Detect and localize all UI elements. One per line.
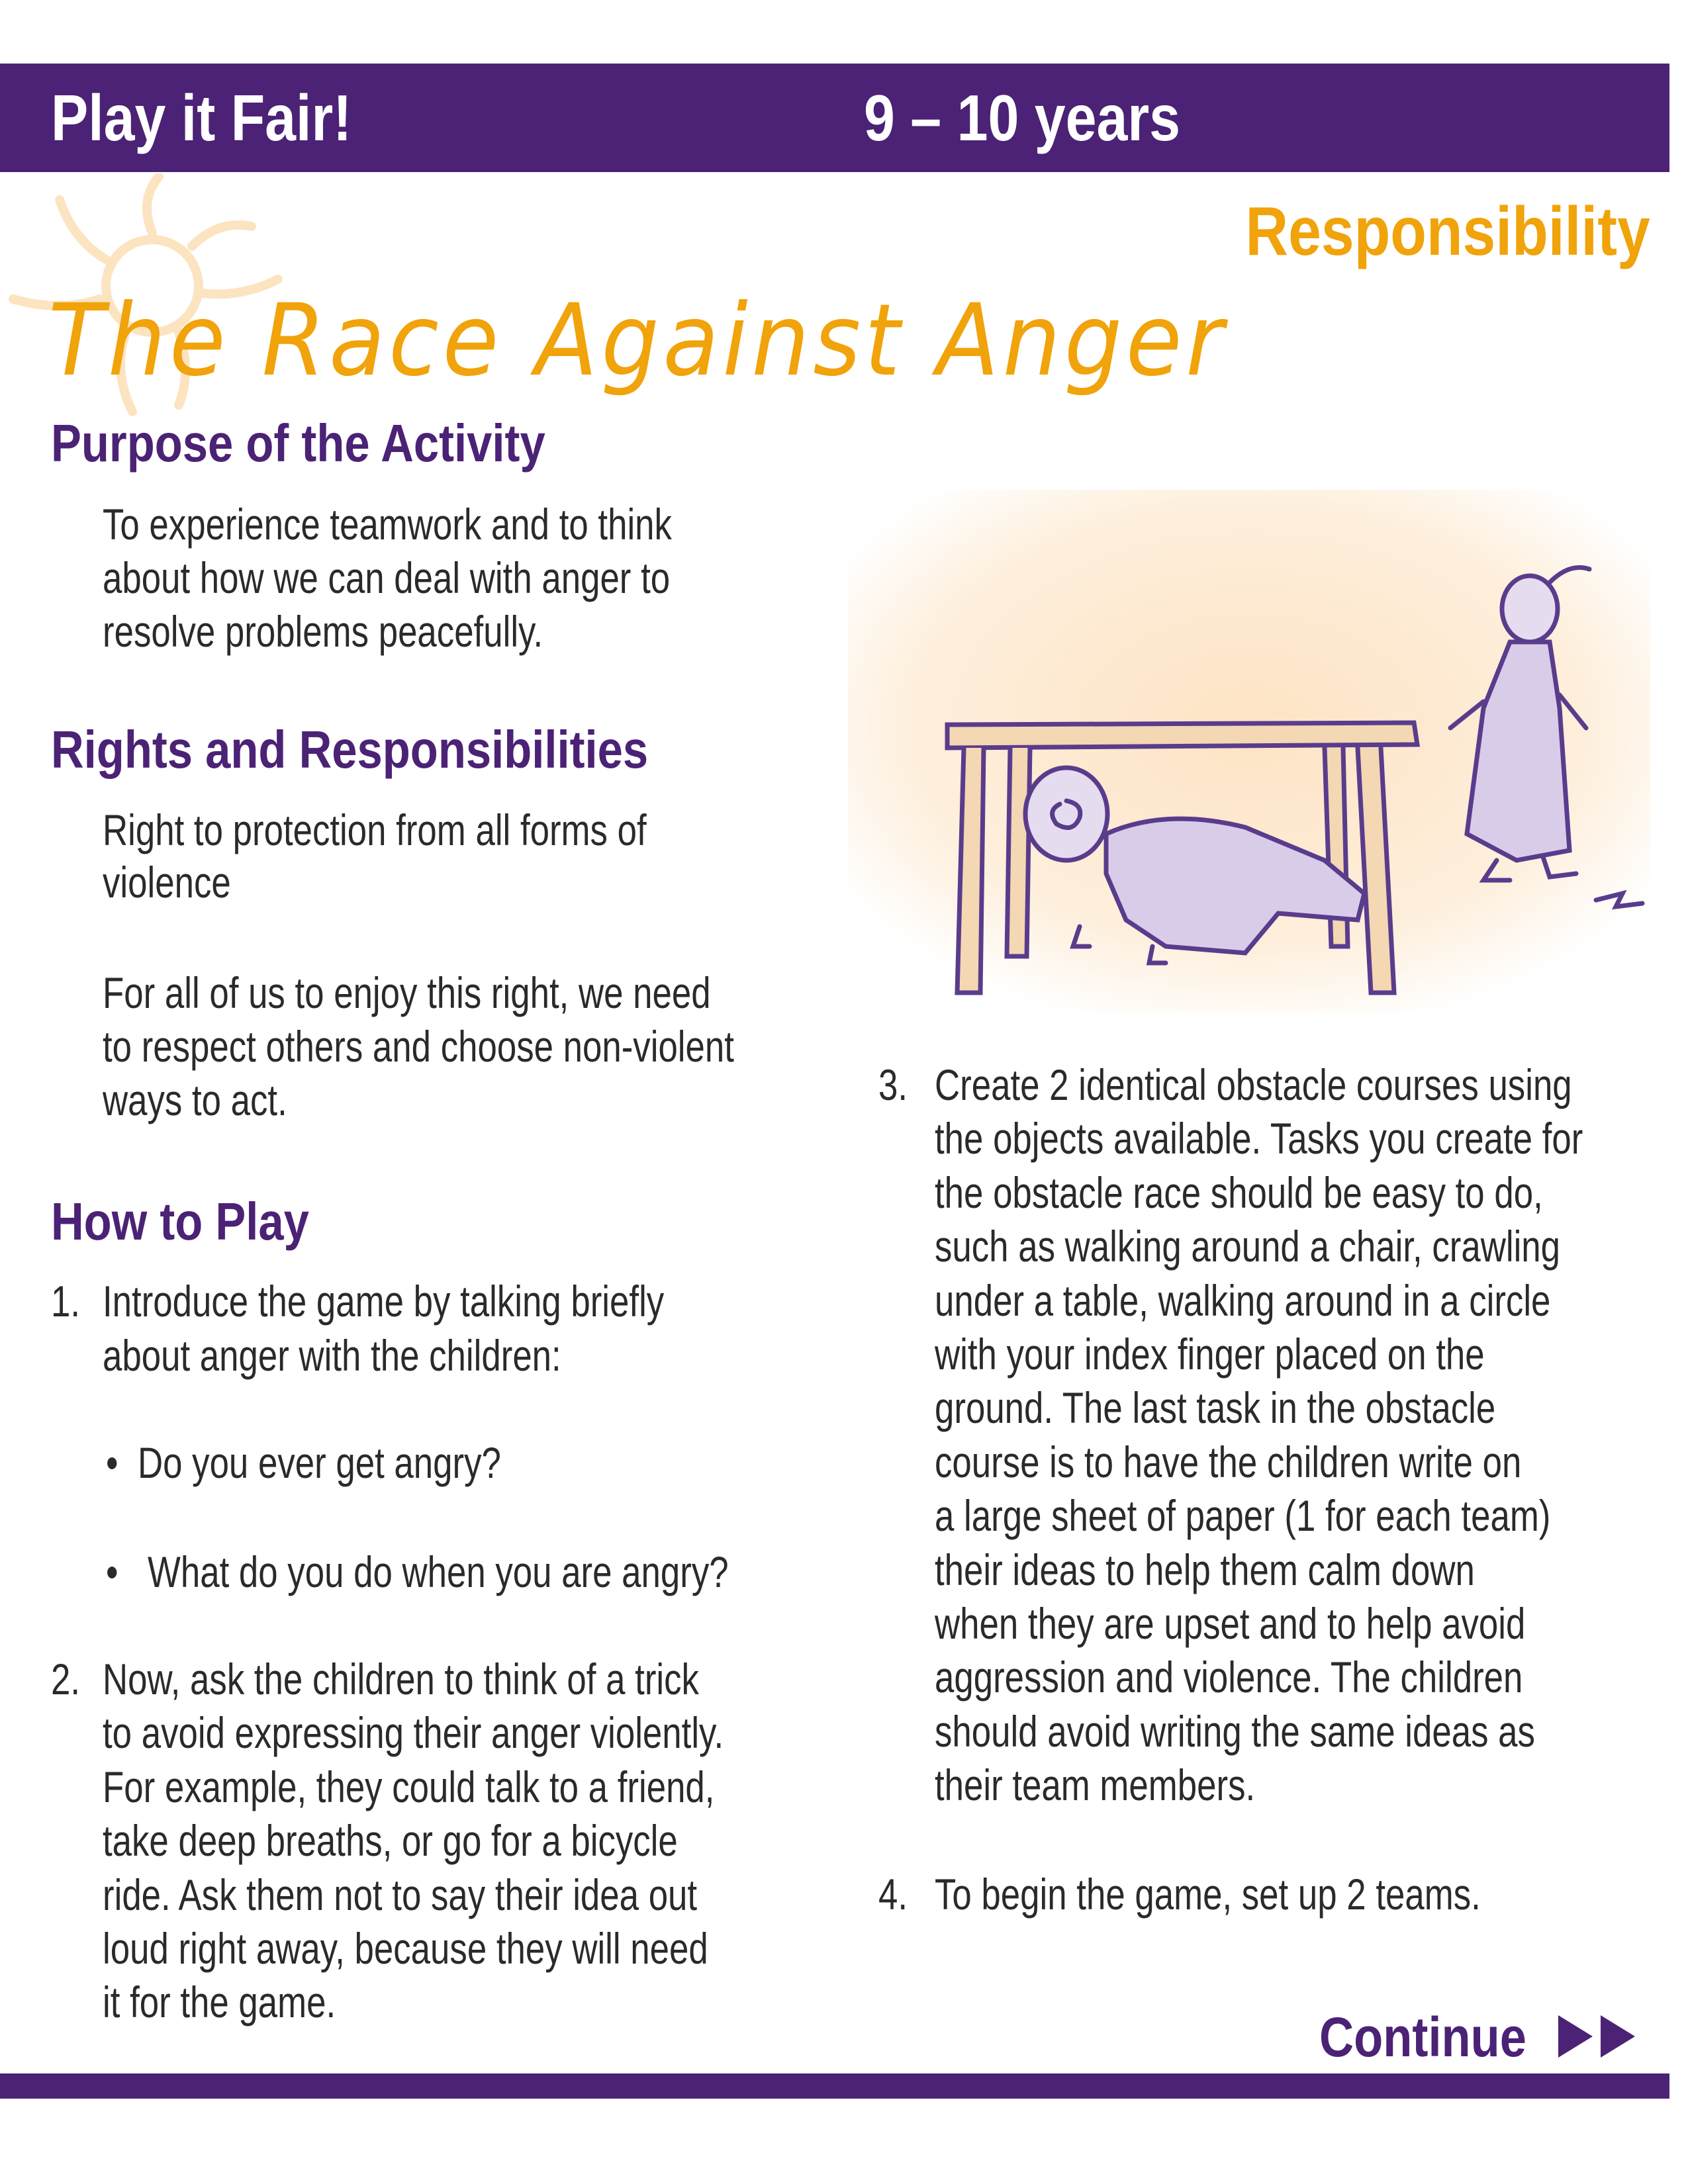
step-1-line: Introduce the game by talking briefly: [103, 1277, 665, 1326]
rights-heading: Rights and Responsibilities: [51, 720, 649, 779]
step3-line: under a table, walking around in a circle: [935, 1275, 1551, 1325]
step3-line: the obstacle race should be easy to do,: [935, 1167, 1543, 1217]
illustration-child-crawling-under-table: [848, 490, 1650, 1013]
step3-line: their team members.: [935, 1760, 1256, 1810]
bullet-item: What do you do when you are angry?: [148, 1547, 729, 1596]
step2-line: to avoid expressing their anger violently.: [103, 1708, 724, 1758]
step-number: 1.: [51, 1277, 81, 1326]
step3-line: ground. The last task in the obstacle: [935, 1383, 1496, 1433]
step3-line: the objects available. Tasks you create for: [935, 1114, 1583, 1163]
purpose-heading: Purpose of the Activity: [51, 414, 545, 473]
purpose-line: To experience teamwork and to think: [103, 500, 672, 549]
step-number: 3.: [878, 1060, 908, 1109]
double-arrow-right-icon[interactable]: [1558, 2015, 1638, 2058]
step-number: 2.: [51, 1655, 81, 1704]
step3-line: with your index finger placed on the: [935, 1330, 1485, 1379]
how-to-play-heading: How to Play: [51, 1192, 309, 1251]
rights-line: For all of us to enjoy this right, we need: [103, 968, 711, 1017]
step3-line: a large sheet of paper (1 for each team): [935, 1491, 1551, 1541]
step2-line: Now, ask the children to think of a trick: [103, 1655, 699, 1704]
purpose-line: about how we can deal with anger to: [103, 553, 671, 602]
footer-bar: [0, 2073, 1669, 2099]
activity-title: The Race Against Anger: [48, 283, 1227, 398]
rights-line: violence: [103, 858, 231, 907]
category-label: Responsibility: [1245, 193, 1650, 270]
step3-line: should avoid writing the same ideas as: [935, 1706, 1535, 1756]
step2-line: ride. Ask them not to say their idea out: [103, 1870, 698, 1919]
step2-line: For example, they could talk to a friend,: [103, 1762, 715, 1811]
step2-line: it for the game.: [103, 1978, 336, 2027]
step3-line: when they are upset and to help avoid: [935, 1599, 1526, 1648]
continue-link[interactable]: Continue: [1319, 2006, 1526, 2068]
step3-line: course is to have the children write on: [935, 1437, 1522, 1486]
bullet-icon: •: [106, 1547, 118, 1596]
step-4-line: To begin the game, set up 2 teams.: [935, 1870, 1481, 1919]
step3-line: their ideas to help them calm down: [935, 1545, 1475, 1594]
rights-line: Right to protection from all forms of: [103, 805, 647, 854]
step3-line: Create 2 identical obstacle courses using: [935, 1060, 1572, 1109]
step3-line: aggression and violence. The children: [935, 1653, 1523, 1702]
step2-line: take deep breaths, or go for a bicycle: [103, 1816, 678, 1866]
step-1-line: about anger with the children:: [103, 1331, 561, 1380]
step2-line: loud right away, because they will need: [103, 1924, 708, 1973]
rights-line: to respect others and choose non-violent: [103, 1022, 734, 1071]
step-number: 4.: [878, 1870, 908, 1919]
bullet-icon: •: [106, 1438, 118, 1487]
rights-line: ways to act.: [103, 1075, 287, 1124]
age-range: 9 – 10 years: [864, 81, 1181, 154]
step3-line: such as walking around a chair, crawling: [935, 1222, 1561, 1271]
series-title: Play it Fair!: [51, 81, 352, 154]
purpose-line: resolve problems peacefully.: [103, 607, 543, 656]
bullet-item: Do you ever get angry?: [138, 1438, 501, 1487]
